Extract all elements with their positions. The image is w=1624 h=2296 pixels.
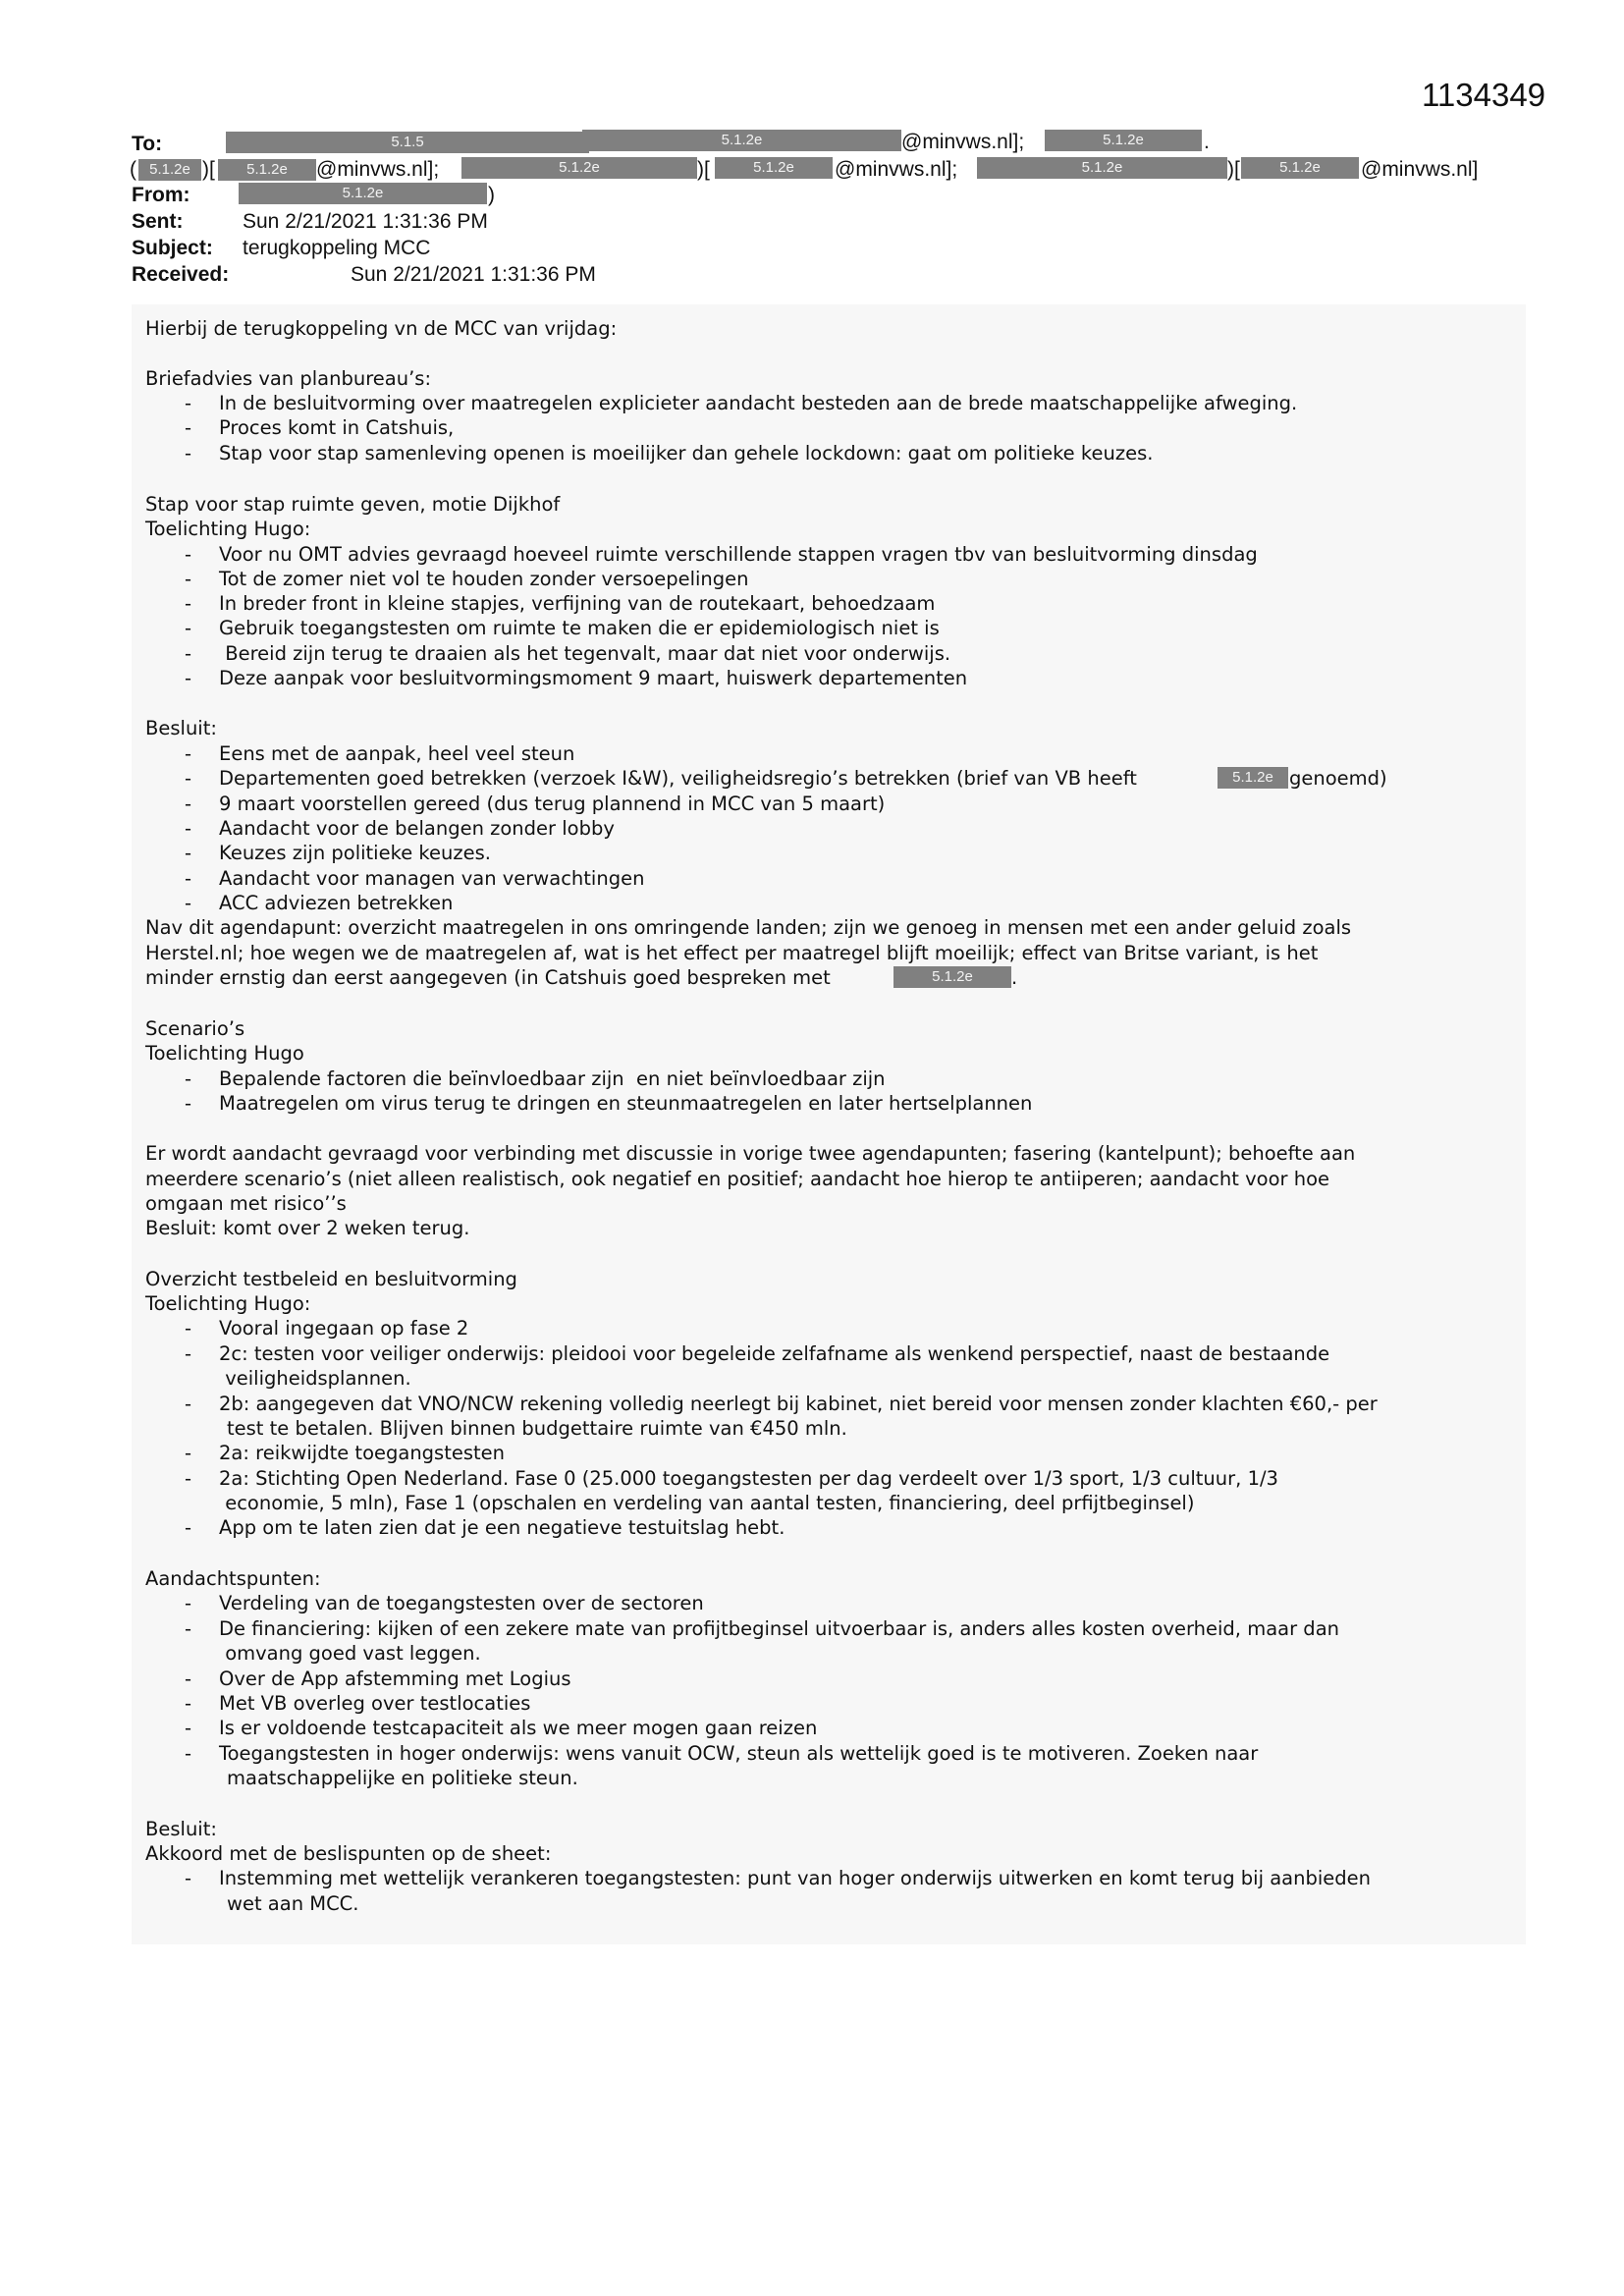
bullet-dash: - xyxy=(185,1867,192,1889)
email-domain-fragment: @minvws.nl]; xyxy=(901,131,1025,153)
redaction-box: 5.1.2e xyxy=(1060,1964,1063,1965)
intro-text: Hierbij de terugkoppeling vn de MCC van vrijdag: xyxy=(145,317,618,340)
list-item-tail: genoemd) xyxy=(1289,767,1387,790)
bullet-dash: - xyxy=(185,742,192,765)
list-item: De financiering: kijken of een zekere mate van profijtbeginsel uitvoerbaar is, anders alles kosten overheid, maar dan xyxy=(219,1617,1339,1640)
redaction-box: 5.1.2e xyxy=(977,157,1227,179)
bullet-dash: - xyxy=(185,1742,192,1765)
list-item: 9 maart voorstellen gereed (dus terug plannend in MCC van 5 maart) xyxy=(219,793,886,815)
redaction-box: 5.1.5 xyxy=(226,132,589,153)
bullet-dash: - xyxy=(185,543,192,566)
redaction-box: 5.1.2e xyxy=(1045,130,1202,151)
bullet-dash: - xyxy=(185,1317,192,1339)
section-title: Stap voor stap ruimte geven, motie Dijkhof xyxy=(145,493,561,516)
redaction-box: 5.1.2e xyxy=(138,159,201,181)
list-item: Vooral ingegaan op fase 2 xyxy=(219,1317,469,1339)
list-item: Eens met de aanpak, heel veel steun xyxy=(219,742,575,765)
redaction-box: 5.1.2e xyxy=(715,157,833,179)
list-item: App om te laten zien dat je een negatieve testuitslag hebt. xyxy=(219,1516,785,1539)
subject-label: Subject: xyxy=(132,237,213,259)
list-item: Met VB overleg over testlocaties xyxy=(219,1692,531,1715)
email-domain-fragment: @minvws.nl] xyxy=(1361,158,1479,181)
sent-value: Sun 2/21/2021 1:31:36 PM xyxy=(243,210,488,233)
list-item: Bepalende factoren die beïnvloedbaar zijn en niet beïnvloedbaar zijn xyxy=(219,1067,886,1090)
bullet-dash: - xyxy=(185,842,192,864)
section-title: Overzicht testbeleid en besluitvorming xyxy=(145,1268,517,1290)
sent-label: Sent: xyxy=(132,210,184,233)
list-item-continuation: economie, 5 mln), Fase 1 (opschalen en verdeling van aantal testen, financiering, deel prfijtbeginsel) xyxy=(219,1492,1195,1514)
list-item: Stap voor stap samenleving openen is moeilijker dan gehele lockdown: gaat om politieke keuzes. xyxy=(219,442,1154,465)
received-value: Sun 2/21/2021 1:31:36 PM xyxy=(351,263,596,286)
list-item: Aandacht voor managen van verwachtingen xyxy=(219,867,645,890)
section-subtitle: Toelichting Hugo: xyxy=(145,1292,311,1315)
bullet-dash: - xyxy=(185,793,192,815)
to-label: To: xyxy=(132,133,163,155)
redaction-box: 5.1.2e xyxy=(582,130,901,151)
paragraph-line: omgaan met risico’’s xyxy=(145,1192,347,1215)
paragraph-line: Besluit: komt over 2 weken terug. xyxy=(145,1217,470,1239)
email-domain-fragment: @minvws.nl]; xyxy=(316,158,440,181)
list-item: Gebruik toegangstesten om ruimte te maken die er epidemiologisch niet is xyxy=(219,617,940,639)
paren-fragment: ( xyxy=(130,158,136,181)
received-label: Received: xyxy=(132,263,230,286)
paragraph-line: meerdere scenario’s (niet alleen realistisch, ook negatief en positief; aandacht hoe hierop te antiiperen; aandacht voor hoe xyxy=(145,1168,1330,1190)
list-item: 2a: Stichting Open Nederland. Fase 0 (25.000 toegangstesten per dag verdeelt over 1/3 sport, 1/3 cultuur, 1/3 xyxy=(219,1467,1278,1490)
list-item-continuation: wet aan MCC. xyxy=(227,1892,359,1915)
section-title: Besluit: xyxy=(145,1818,217,1840)
from-label: From: xyxy=(132,184,190,206)
list-item: Voor nu OMT advies gevraagd hoeveel ruimte verschillende stappen vragen tbv van besluitvorming dinsdag xyxy=(219,543,1258,566)
bullet-dash: - xyxy=(185,1592,192,1614)
paragraph-line: minder ernstig dan eerst aangegeven (in Catshuis goed bespreken met xyxy=(145,966,831,989)
bullet-dash: - xyxy=(185,1467,192,1490)
list-item: Verdeling van de toegangstesten over de sectoren xyxy=(219,1592,704,1614)
redaction-box: 5.1.2e xyxy=(461,157,697,179)
list-item: ACC adviezen betrekken xyxy=(219,892,454,914)
subject-value: terugkoppeling MCC xyxy=(243,237,431,259)
paren-fragment: )[ xyxy=(697,158,710,181)
list-item: Departementen goed betrekken (verzoek I&W), veiligheidsregio’s betrekken (brief van VB heeft xyxy=(219,767,1137,790)
bullet-dash: - xyxy=(185,617,192,639)
bullet-dash: - xyxy=(185,1667,192,1690)
redaction-box: 5.1.2e xyxy=(239,183,487,204)
bullet-dash: - xyxy=(185,416,192,439)
document-id: 1134349 xyxy=(1422,77,1546,113)
section-title: Briefadvies van planbureau’s: xyxy=(145,367,432,390)
paragraph-line: Nav dit agendapunt: overzicht maatregelen in ons omringende landen; zijn we genoeg in mensen met een ander geluid zoals xyxy=(145,916,1352,939)
list-item: Tot de zomer niet vol te houden zonder versoepelingen xyxy=(219,568,749,590)
section-subtitle: Toelichting Hugo xyxy=(145,1042,304,1065)
list-item: Toegangstesten in hoger onderwijs: wens vanuit OCW, steun als wettelijk goed is te motiveren. Zoeken naar xyxy=(219,1742,1259,1765)
list-item-continuation: maatschappelijke en politieke steun. xyxy=(227,1767,578,1789)
bullet-dash: - xyxy=(185,1342,192,1365)
list-item-continuation: test te betalen. Blijven binnen budgettaire ruimte van €450 mln. xyxy=(227,1417,847,1440)
bullet-dash: - xyxy=(185,892,192,914)
list-item: 2b: aangegeven dat VNO/NCW rekening volledig neerlegt bij kabinet, niet bereid voor mensen zonder klachten €60,- per xyxy=(219,1393,1378,1415)
section-subtitle: Toelichting Hugo: xyxy=(145,518,311,540)
bullet-dash: - xyxy=(185,867,192,890)
bullet-dash: - xyxy=(185,642,192,665)
list-item: In de besluitvorming over maatregelen explicieter aandacht besteden aan de brede maatschappelijke afweging. xyxy=(219,392,1298,414)
list-item: Is er voldoende testcapaciteit als we meer mogen gaan reizen xyxy=(219,1717,818,1739)
list-item: Bereid zijn terug te draaien als het tegenvalt, maar dat niet voor onderwijs. xyxy=(219,642,951,665)
email-domain-fragment: @minvws.nl]; xyxy=(835,158,958,181)
bullet-dash: - xyxy=(185,568,192,590)
bullet-dash: - xyxy=(185,592,192,615)
list-item: Instemming met wettelijk verankeren toegangstesten: punt van hoger onderwijs uitwerken en komt terug bij aanbieden xyxy=(219,1867,1371,1889)
bullet-dash: - xyxy=(185,1516,192,1539)
section-title: Besluit: xyxy=(145,717,217,739)
paragraph-line: Herstel.nl; hoe wegen we de maatregelen af, wat is het effect per maatregel blijft moeilijk; effect van Britse variant, is het xyxy=(145,942,1319,964)
paren-fragment: )[ xyxy=(1227,158,1240,181)
list-item: Proces komt in Catshuis, xyxy=(219,416,455,439)
list-item-continuation: veiligheidsplannen. xyxy=(219,1367,411,1390)
section-title: Aandachtspunten: xyxy=(145,1567,321,1590)
section-title: Scenario’s xyxy=(145,1017,245,1040)
redaction-box: 5.1.2e xyxy=(1241,157,1359,179)
list-item: 2c: testen voor veiliger onderwijs: pleidooi voor begeleide zelfafname als wenkend perspectief, naast de bestaande xyxy=(219,1342,1330,1365)
bullet-dash: - xyxy=(185,817,192,840)
bullet-dash: - xyxy=(185,392,192,414)
list-item-continuation: omvang goed vast leggen. xyxy=(219,1642,481,1665)
list-item: Aandacht voor de belangen zonder lobby xyxy=(219,817,615,840)
bullet-dash: - xyxy=(185,667,192,689)
list-item: Deze aanpak voor besluitvormingsmoment 9 maart, huiswerk departementen xyxy=(219,667,968,689)
bullet-dash: - xyxy=(185,1717,192,1739)
list-item: Keuzes zijn politieke keuzes. xyxy=(219,842,491,864)
list-item: In breder front in kleine stapjes, verfijning van de routekaart, behoedzaam xyxy=(219,592,936,615)
paren-fragment: )[ xyxy=(202,158,215,181)
paragraph-line: Er wordt aandacht gevraagd voor verbinding met discussie in vorige twee agendapunten; fasering (kantelpunt); behoefte aan xyxy=(145,1142,1356,1165)
redaction-box: 5.1.2e xyxy=(1218,767,1288,789)
list-item: Over de App afstemming met Logius xyxy=(219,1667,571,1690)
list-item: 2a: reikwijdte toegangstesten xyxy=(219,1442,506,1464)
section-subtitle: Akkoord met de beslispunten op de sheet: xyxy=(145,1842,552,1865)
redaction-box: 5.1.2e xyxy=(893,966,1011,988)
paren-fragment: ) xyxy=(488,184,495,206)
bullet-dash: - xyxy=(185,1092,192,1115)
bullet-dash: - xyxy=(185,1617,192,1640)
bullet-dash: - xyxy=(185,1442,192,1464)
separator-fragment: . xyxy=(1204,131,1210,153)
paragraph-tail: . xyxy=(1011,966,1018,989)
redaction-box: 5.1.2e xyxy=(218,159,316,181)
bullet-dash: - xyxy=(185,767,192,790)
list-item: Maatregelen om virus terug te dringen en steunmaatregelen en later hertselplannen xyxy=(219,1092,1033,1115)
bullet-dash: - xyxy=(185,1393,192,1415)
bullet-dash: - xyxy=(185,1692,192,1715)
bullet-dash: - xyxy=(185,1067,192,1090)
bullet-dash: - xyxy=(185,442,192,465)
